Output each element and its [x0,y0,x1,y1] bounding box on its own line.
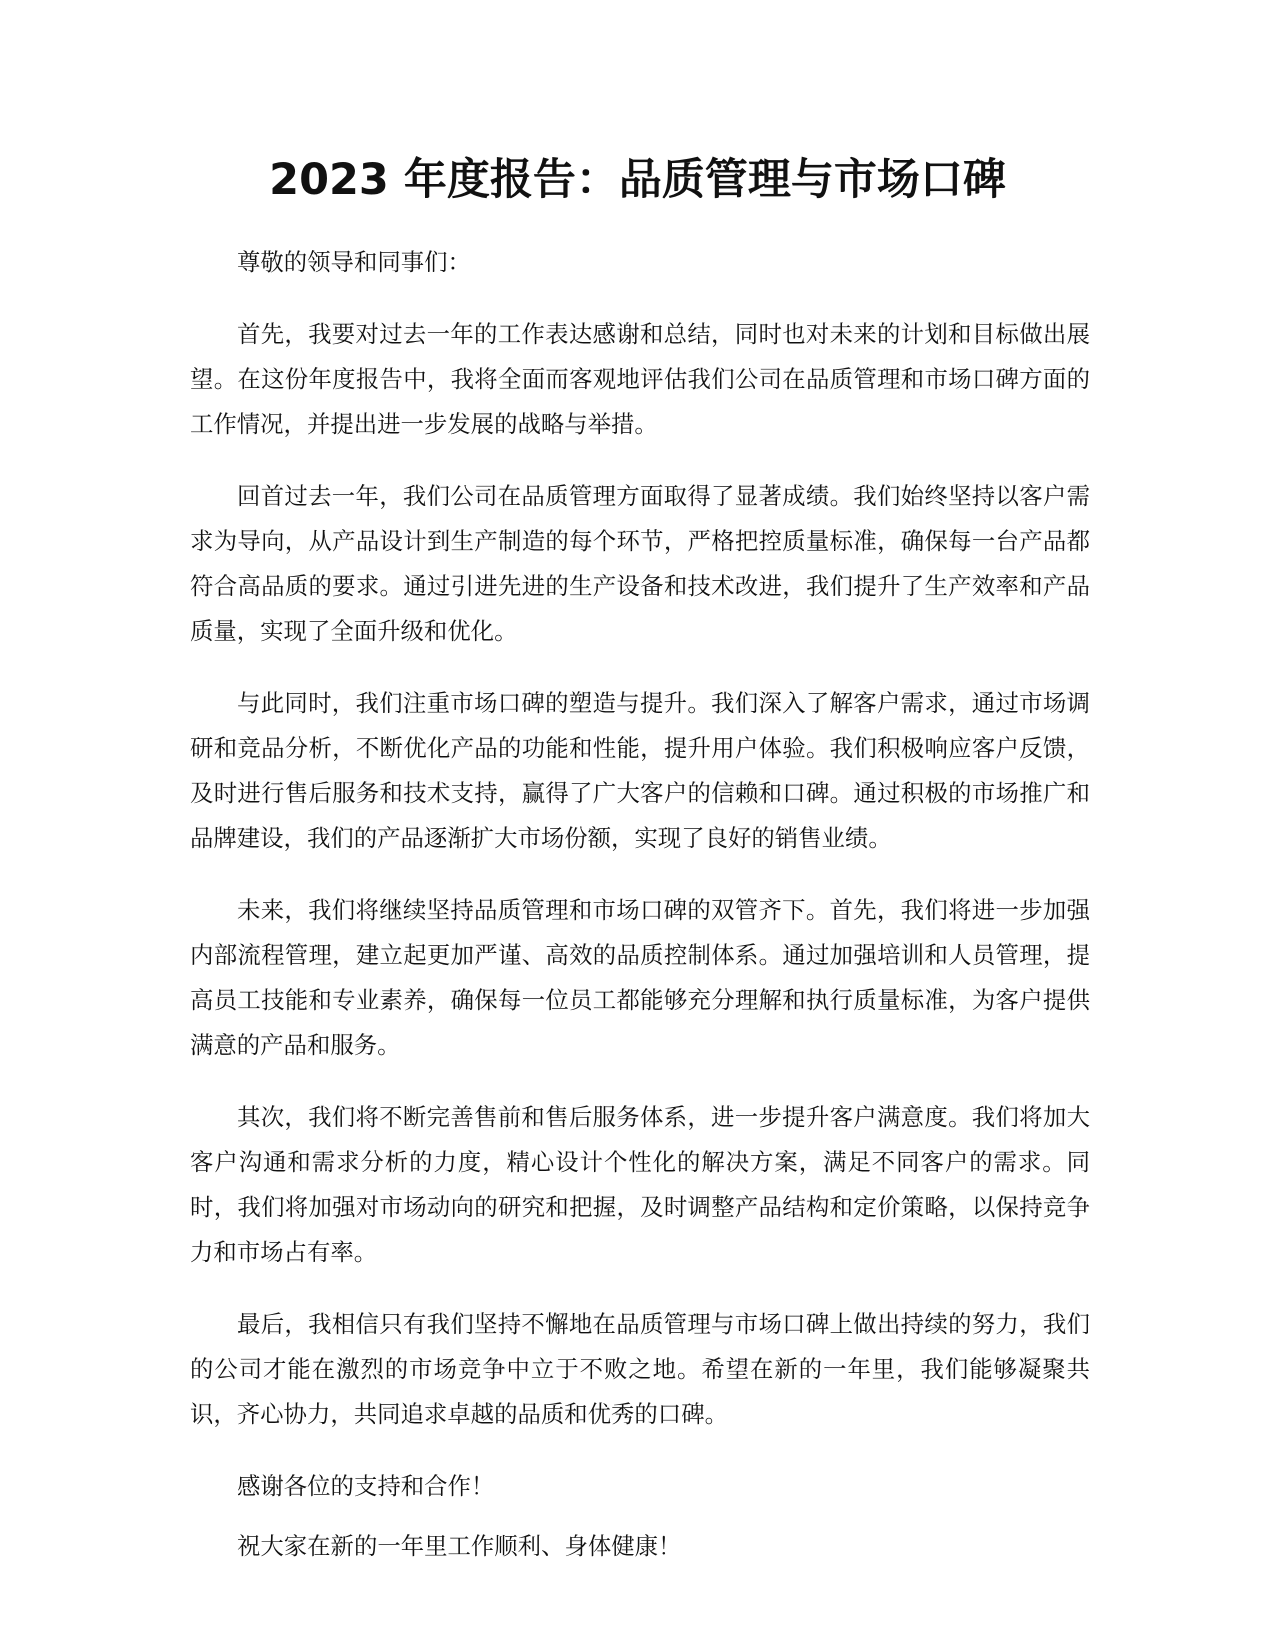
paragraph: 回首过去一年，我们公司在品质管理方面取得了显著成绩。我们始终坚持以客户需求为导向，从产品设计到生产制造的每个环节，严格把控质量标准，确保每一台产品都符合高品质的要求。通过引进先进的生产设备和技术改进，我们提升了生产效率和产品质量，实现了全面升级和优化。 [190,482,1090,645]
paragraph: 最后，我相信只有我们坚持不懈地在品质管理与市场口碑上做出持续的努力，我们的公司才能在激烈的市场竞争中立于不败之地。希望在新的一年里，我们能够凝聚共识，齐心协力，共同追求卓越的品质和优秀的口碑。 [190,1310,1090,1428]
document-title: 2023 年度报告：品质管理与市场口碑 [269,155,1006,205]
wishes-line: 祝大家在新的一年里工作顺利、身体健康！ [237,1532,682,1560]
thanks-line: 感谢各位的支持和合作！ [237,1472,495,1500]
paragraph: 其次，我们将不断完善售前和售后服务体系，进一步提升客户满意度。我们将加大客户沟通和需求分析的力度，精心设计个性化的解决方案，满足不同客户的需求。同时，我们将加强对市场动向的研究和把握，及时调整产品结构和定价策略，以保持竞争力和市场占有率。 [190,1103,1090,1266]
document-body [190,240,1090,1584]
paragraph: 首先，我要对过去一年的工作表达感谢和总结，同时也对未来的计划和目标做出展望。在这份年度报告中，我将全面而客观地评估我们公司在品质管理和市场口碑方面的工作情况，并提出进一步发展的战略与举措。 [190,320,1090,438]
paragraph: 未来，我们将继续坚持品质管理和市场口碑的双管齐下。首先，我们将进一步加强内部流程管理，建立起更加严谨、高效的品质控制体系。通过加强培训和人员管理，提高员工技能和专业素养，确保每一位员工都能够充分理解和执行质量标准，为客户提供满意的产品和服务。 [190,896,1090,1059]
paragraph: 与此同时，我们注重市场口碑的塑造与提升。我们深入了解客户需求，通过市场调研和竞品分析，不断优化产品的功能和性能，提升用户体验。我们积极响应客户反馈，及时进行售后服务和技术支持，赢得了广大客户的信赖和口碑。通过积极的市场推广和品牌建设，我们的产品逐渐扩大市场份额，实现了良好的销售业绩。 [190,689,1090,852]
greeting: 尊敬的领导和同事们： [237,248,471,276]
